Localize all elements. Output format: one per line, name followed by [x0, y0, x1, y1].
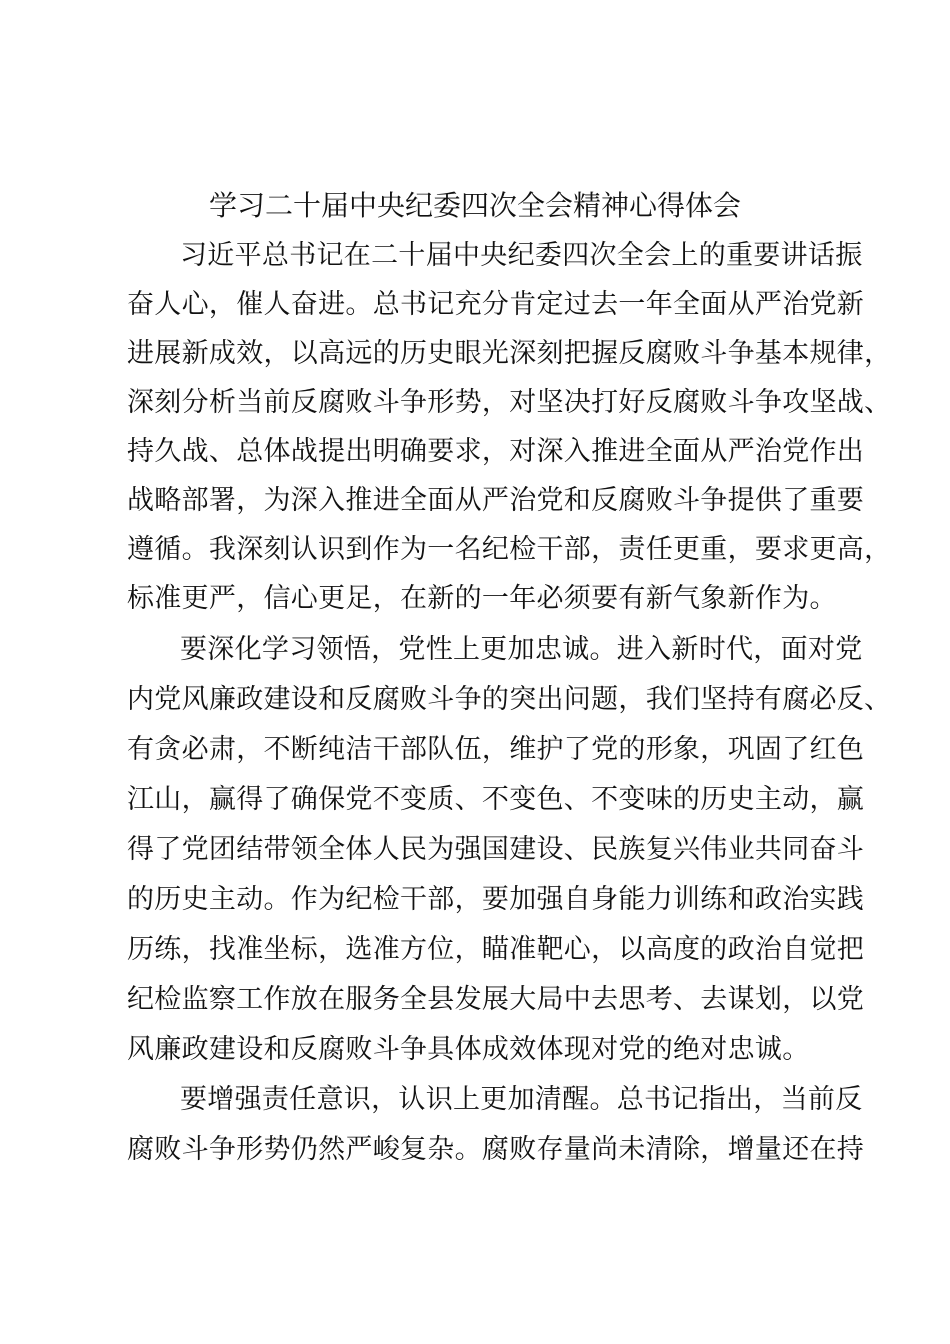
paragraph-line: 内党风廉政建设和反腐败斗争的突出问题，我们坚持有腐必反、	[127, 684, 892, 715]
paragraph-line: 江山，赢得了确保党不变质、不变色、不变味的历史主动，赢	[127, 784, 865, 815]
paragraph-line: 遵循。我深刻认识到作为一名纪检干部，责任更重，要求更高，	[127, 534, 892, 565]
paragraph-line: 要增强责任意识，认识上更加清醒。总书记指出，当前反	[180, 1084, 863, 1115]
paragraph-line: 要深化学习领悟，党性上更加忠诚。进入新时代，面对党	[180, 634, 863, 665]
paragraph-line: 战略部署，为深入推进全面从严治党和反腐败斗争提供了重要	[127, 485, 865, 516]
paragraph-line: 的历史主动。作为纪检干部，要加强自身能力训练和政治实践	[127, 884, 865, 915]
paragraph-line: 习近平总书记在二十届中央纪委四次全会上的重要讲话振	[180, 240, 863, 271]
paragraph-line: 进展新成效，以高远的历史眼光深刻把握反腐败斗争基本规律，	[127, 338, 892, 369]
paragraph-line: 纪检监察工作放在服务全县发展大局中去思考、去谋划，以党	[127, 984, 865, 1015]
paragraph-line: 奋人心，催人奋进。总书记充分肯定过去一年全面从严治党新	[127, 289, 865, 320]
paragraph-line: 标准更严，信心更足，在新的一年必须要有新气象新作为。	[127, 583, 837, 614]
paragraph-line: 得了党团结带领全体人民为强国建设、民族复兴伟业共同奋斗	[127, 834, 865, 865]
paragraph-line: 历练，找准坐标，选准方位，瞄准靶心，以高度的政治自觉把	[127, 934, 865, 965]
document-title: 学习二十届中央纪委四次全会精神心得体会	[208, 189, 741, 222]
paragraph-line: 风廉政建设和反腐败斗争具体成效体现对党的绝对忠诚。	[127, 1034, 810, 1065]
paragraph-line: 有贪必肃，不断纯洁干部队伍，维护了党的形象，巩固了红色	[127, 734, 865, 765]
paragraph-line: 持久战、总体战提出明确要求，对深入推进全面从严治党作出	[127, 436, 865, 467]
paragraph-line: 腐败斗争形势仍然严峻复杂。腐败存量尚未清除，增量还在持	[127, 1134, 865, 1165]
paragraph-line: 深刻分析当前反腐败斗争形势，对坚决打好反腐败斗争攻坚战、	[127, 387, 892, 418]
